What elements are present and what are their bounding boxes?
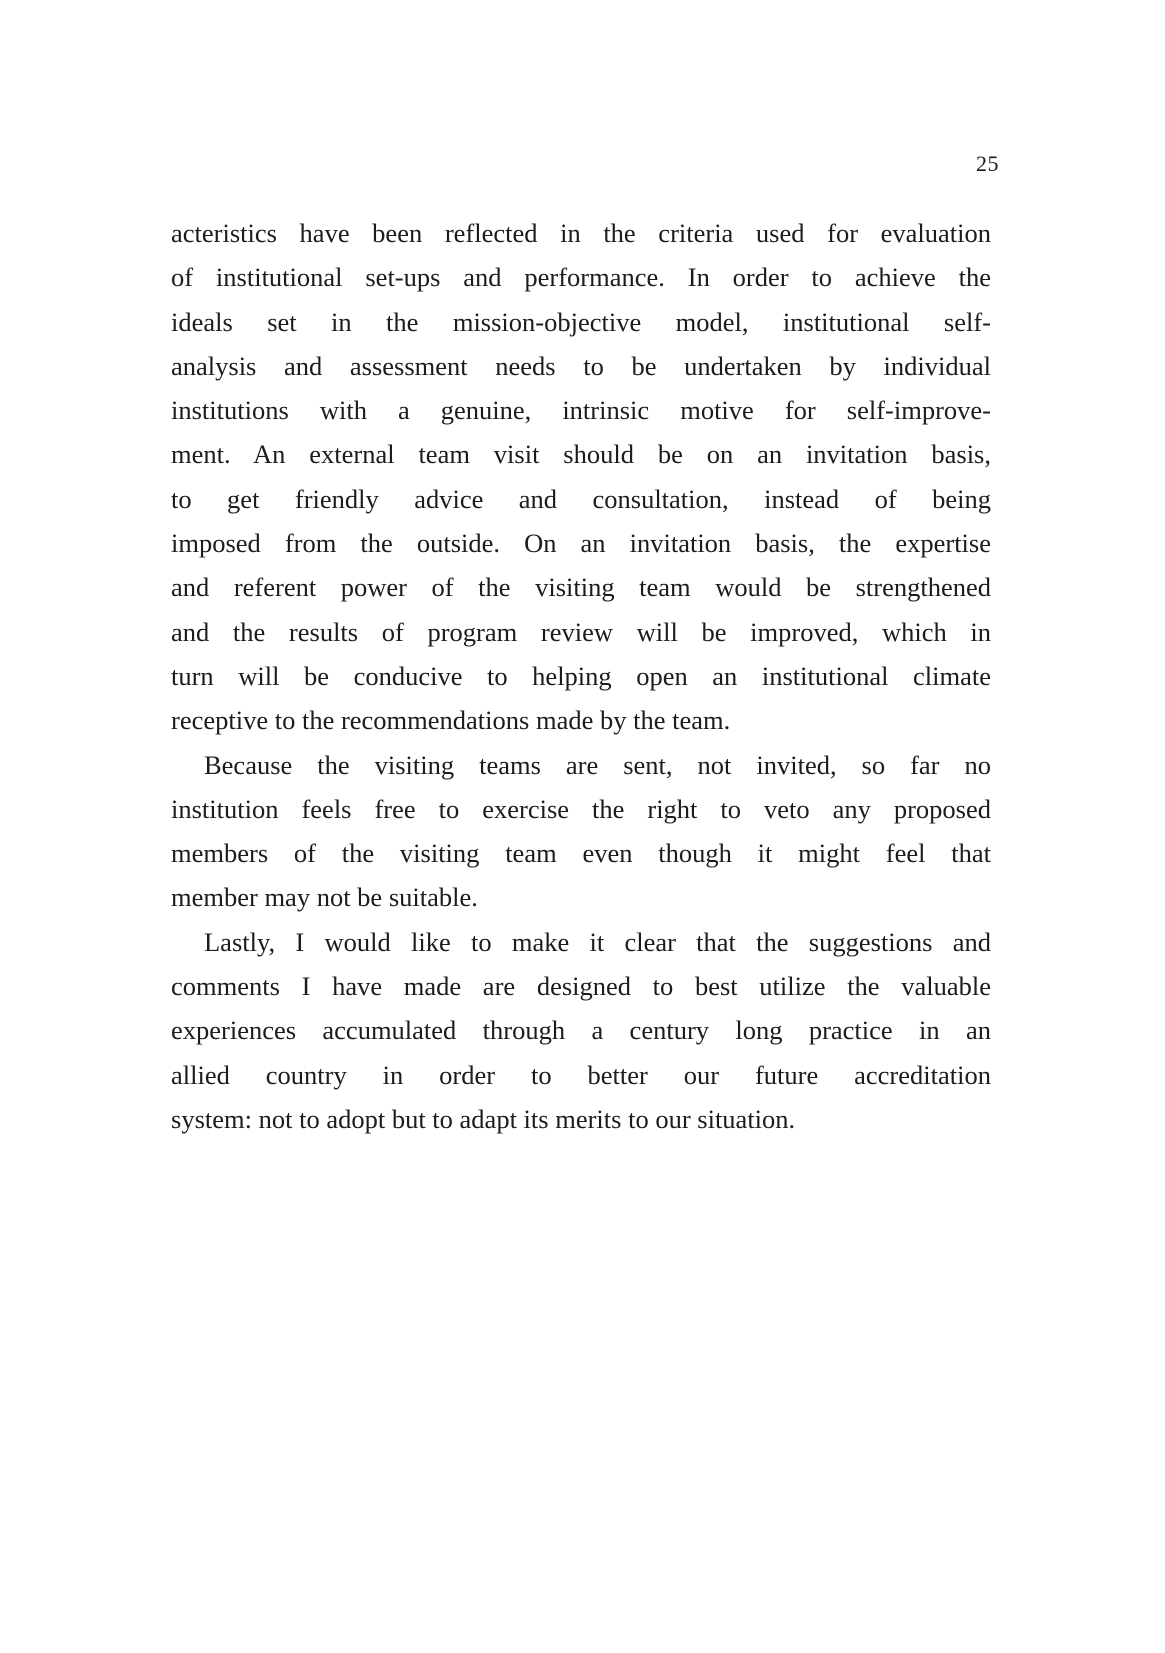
text-line: allied country in order to better our future accreditation xyxy=(171,1059,991,1090)
text-line: comments I have made are designed to best utilize the valuable xyxy=(171,971,991,1002)
text-line: Because the visiting teams are sent, not invited, so far no xyxy=(204,749,991,780)
paragraph xyxy=(171,743,991,920)
text-line: institution feels free to exercise the right to veto any proposed xyxy=(171,793,991,824)
text-line: ment. An external team visit should be on an invitation basis, xyxy=(171,439,991,470)
text-line: system: not to adopt but to adapt its merits to our situation. xyxy=(171,1103,796,1134)
text-line: members of the visiting team even though it might feel that xyxy=(171,838,991,869)
text-line: Lastly, I would like to make it clear that the suggestions and xyxy=(204,926,991,957)
text-line: experiences accumulated through a century long practice in an xyxy=(171,1015,991,1046)
text-line: receptive to the recommendations made by the team. xyxy=(171,705,731,736)
paragraph xyxy=(171,920,991,1141)
text-line: ideals set in the mission-objective model, institutional self- xyxy=(171,306,991,337)
text-line: imposed from the outside. On an invitation basis, the expertise xyxy=(171,528,991,559)
text-line: institutions with a genuine, intrinsic motive for self-improve- xyxy=(171,395,991,426)
text-line: and referent power of the visiting team would be strengthened xyxy=(171,572,991,603)
paragraph xyxy=(171,211,991,743)
text-line: turn will be conducive to helping open an institutional climate xyxy=(171,660,991,691)
text-line: member may not be suitable. xyxy=(171,882,478,913)
text-line: to get friendly advice and consultation, instead of being xyxy=(171,483,991,514)
text-line: analysis and assessment needs to be undertaken by individual xyxy=(171,350,991,381)
text-line: acteristics have been reflected in the criteria used for evaluation xyxy=(171,218,991,248)
page-number: 25 xyxy=(976,151,999,176)
text-line: and the results of program review will be improved, which in xyxy=(171,616,991,647)
body-text xyxy=(171,211,991,1141)
text-line: of institutional set-ups and performance. In order to achieve the xyxy=(171,262,991,293)
